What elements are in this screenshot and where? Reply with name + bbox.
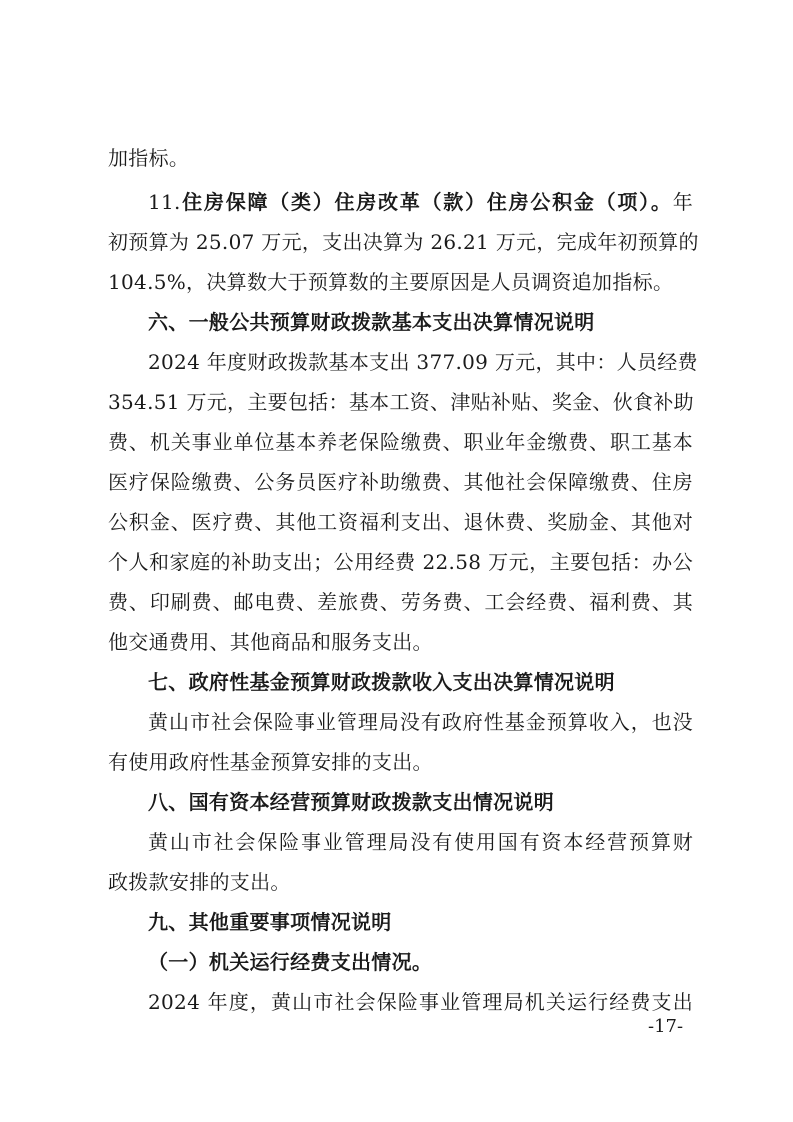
body-line: 黄山市社会保险事业管理局没有政府性基金预算收入，也没 [148, 710, 693, 734]
subsection-heading: （一）机关运行经费支出情况。 [148, 950, 433, 974]
body-line: 2024 年度财政拨款基本支出 377.09 万元，其中：人员经费 [148, 350, 698, 374]
body-line: 他交通费用、其他商品和服务支出。 [108, 630, 433, 654]
body-line: 加指标。 [108, 146, 190, 170]
section-heading-7: 七、政府性基金预算财政拨款收入支出决算情况说明 [148, 670, 615, 694]
section-heading-6: 六、一般公共预算财政拨款基本支出决算情况说明 [148, 310, 595, 334]
item-number: 11. [148, 190, 181, 214]
body-line: 354.51 万元，主要包括：基本工资、津贴补贴、奖金、伙食补助 [108, 390, 694, 414]
body-line: 个人和家庭的补助支出；公用经费 22.58 万元，主要包括：办公 [108, 550, 693, 574]
body-line: 有使用政府性基金预算安排的支出。 [108, 750, 433, 774]
body-line: 初预算为 25.07 万元，支出决算为 26.21 万元，完成年初预算的 [108, 230, 699, 254]
page-number: -17- [648, 1016, 684, 1037]
section-heading-8: 八、国有资本经营预算财政拨款支出情况说明 [148, 790, 554, 814]
body-line: 政拨款安排的支出。 [108, 870, 291, 894]
item-text: 年 [672, 190, 693, 214]
body-line: 2024 年度，黄山市社会保险事业管理局机关运行经费支出 [148, 990, 693, 1014]
body-line: 黄山市社会保险事业管理局没有使用国有资本经营预算财 [148, 830, 693, 854]
body-line: 费、机关事业单位基本养老保险缴费、职业年金缴费、职工基本 [108, 430, 693, 454]
body-line: 104.5%，决算数大于预算数的主要原因是人员调资追加指标。 [108, 270, 674, 294]
section-heading-9: 九、其他重要事项情况说明 [148, 910, 392, 934]
item-11-line [148, 182, 693, 222]
body-line: 医疗保险缴费、公务员医疗补助缴费、其他社会保障缴费、住房 [108, 470, 693, 494]
body-line: 费、印刷费、邮电费、差旅费、劳务费、工会经费、福利费、其 [108, 590, 693, 614]
item-title: 住房保障（类）住房改革（款）住房公积金（项）。 [180, 190, 673, 214]
body-line: 公积金、医疗费、其他工资福利支出、退休费、奖励金、其他对 [108, 510, 693, 534]
